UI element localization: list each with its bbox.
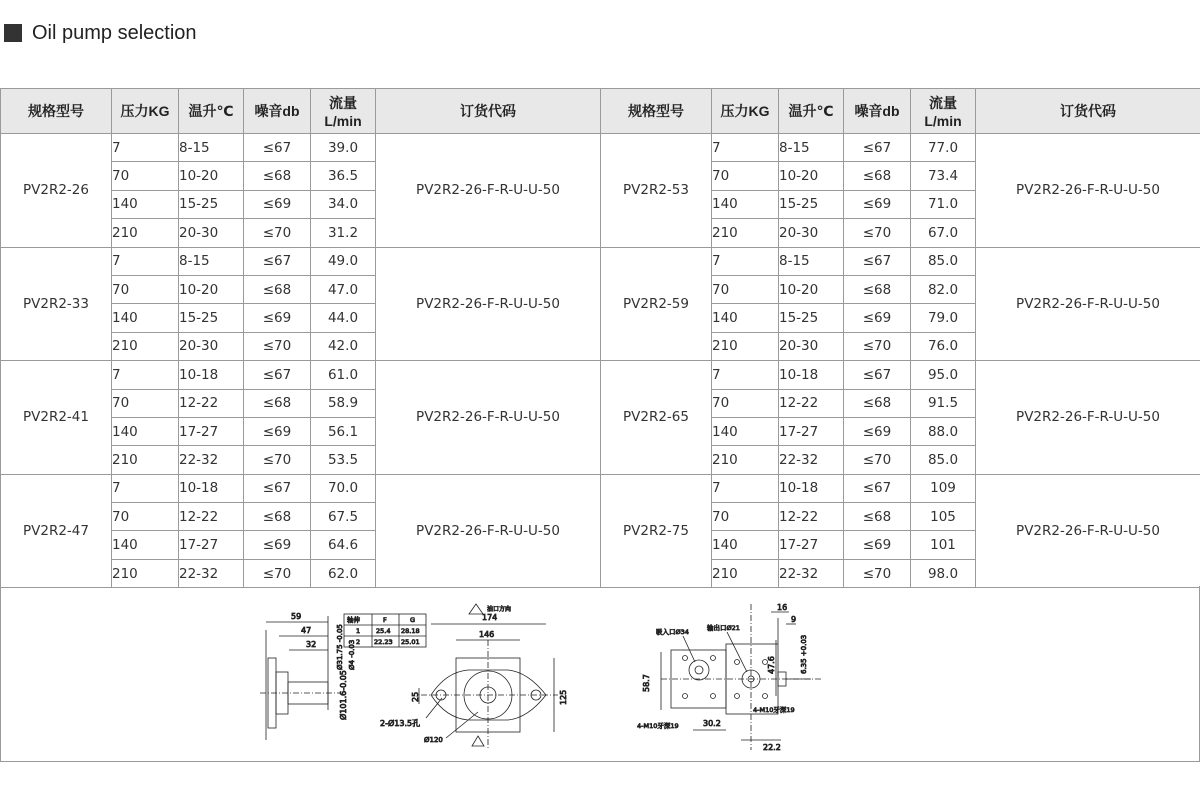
pressure-cell: 70 xyxy=(112,275,179,303)
pressure-cell: 7 xyxy=(112,247,179,275)
pressure-cell: 140 xyxy=(112,190,179,218)
pressure-cell: 70 xyxy=(112,389,179,417)
dim-47: 47 xyxy=(301,626,312,635)
noise-cell: ≤68 xyxy=(844,389,911,417)
shaft-table-h2: F xyxy=(383,616,387,624)
col-header: 规格型号 xyxy=(601,89,712,134)
col-header: 规格型号 xyxy=(1,89,112,134)
noise-cell: ≤69 xyxy=(844,190,911,218)
key-6-35: 6.35 +0.03 xyxy=(800,634,808,674)
pressure-cell: 70 xyxy=(712,162,779,190)
noise-cell: ≤70 xyxy=(844,446,911,474)
model-cell: PV2R2-65 xyxy=(601,361,712,475)
noise-cell: ≤69 xyxy=(244,417,311,445)
dim-125: 125 xyxy=(559,689,568,705)
col-header: 流量L/min xyxy=(911,89,976,134)
table-header-row xyxy=(1,89,1200,134)
temp-rise-cell: 15-25 xyxy=(179,304,244,332)
noise-cell: ≤70 xyxy=(844,332,911,360)
col-header: 压力KG xyxy=(112,89,179,134)
pressure-cell: 210 xyxy=(112,332,179,360)
dim-174: 174 xyxy=(482,613,498,622)
pressure-cell: 140 xyxy=(712,190,779,218)
temp-rise-cell: 10-18 xyxy=(779,361,844,389)
flow-cell: 82.0 xyxy=(911,275,976,303)
pressure-cell: 140 xyxy=(712,531,779,559)
model-cell: PV2R2-47 xyxy=(1,474,112,588)
pump-drawing-front xyxy=(246,600,596,760)
shaft-tolerance: Ø101.6-0.05 xyxy=(339,670,348,720)
flow-cell: 47.0 xyxy=(311,275,376,303)
order-code-cell: PV2R2-26-F-R-U-U-50 xyxy=(376,474,601,588)
pressure-cell: 70 xyxy=(112,162,179,190)
model-cell: PV2R2-59 xyxy=(601,247,712,361)
temp-rise-cell: 8-15 xyxy=(179,247,244,275)
temp-rise-cell: 8-15 xyxy=(179,134,244,162)
noise-cell: ≤69 xyxy=(244,190,311,218)
temp-rise-cell: 15-25 xyxy=(779,304,844,332)
flow-cell: 44.0 xyxy=(311,304,376,332)
dim-25: 25 xyxy=(411,691,420,702)
flow-cell: 39.0 xyxy=(311,134,376,162)
noise-cell: ≤67 xyxy=(244,474,311,502)
pressure-cell: 210 xyxy=(112,559,179,587)
temp-rise-cell: 17-27 xyxy=(179,417,244,445)
noise-cell: ≤68 xyxy=(244,503,311,531)
temp-rise-cell: 15-25 xyxy=(779,190,844,218)
temp-rise-cell: 10-20 xyxy=(779,275,844,303)
col-header: 温升℃ xyxy=(179,89,244,134)
noise-cell: ≤70 xyxy=(844,219,911,247)
flow-cell: 101 xyxy=(911,531,976,559)
temp-rise-cell: 12-22 xyxy=(779,503,844,531)
model-cell: PV2R2-41 xyxy=(1,361,112,475)
pressure-cell: 70 xyxy=(112,503,179,531)
dia-120: Ø120 xyxy=(424,736,443,744)
col-header: 订货代码 xyxy=(976,89,1200,134)
pressure-cell: 7 xyxy=(112,474,179,502)
col-header: 流量L/min xyxy=(311,89,376,134)
model-cell: PV2R2-26 xyxy=(1,134,112,248)
shaft-table-cell: 28.18 xyxy=(401,627,420,635)
flow-cell: 70.0 xyxy=(311,474,376,502)
temp-rise-cell: 20-30 xyxy=(179,219,244,247)
pressure-cell: 140 xyxy=(112,417,179,445)
noise-cell: ≤67 xyxy=(844,134,911,162)
flow-cell: 98.0 xyxy=(911,559,976,587)
noise-cell: ≤67 xyxy=(844,361,911,389)
noise-cell: ≤67 xyxy=(244,361,311,389)
col-header: 压力KG xyxy=(712,89,779,134)
flow-cell: 64.6 xyxy=(311,531,376,559)
shaft-table-cell: 2 xyxy=(356,638,361,646)
noise-cell: ≤68 xyxy=(844,275,911,303)
table-row xyxy=(1,134,1200,162)
col-header: 订货代码 xyxy=(376,89,601,134)
suction-port-label: 吸入口Ø34 xyxy=(656,628,689,636)
temp-rise-cell: 17-27 xyxy=(779,531,844,559)
flow-cell: 61.0 xyxy=(311,361,376,389)
noise-cell: ≤70 xyxy=(244,219,311,247)
model-cell: PV2R2-33 xyxy=(1,247,112,361)
heading-title: Oil pump selection xyxy=(32,21,197,44)
oil-direction-note: 油口方向 xyxy=(487,606,512,613)
flow-cell: 79.0 xyxy=(911,304,976,332)
temp-rise-cell: 10-18 xyxy=(179,361,244,389)
flow-cell: 67.5 xyxy=(311,503,376,531)
noise-cell: ≤69 xyxy=(244,531,311,559)
shaft-table-h3: G xyxy=(410,616,416,624)
model-cell: PV2R2-53 xyxy=(601,134,712,248)
noise-cell: ≤67 xyxy=(244,134,311,162)
holes-label: 2-Ø13.5孔 xyxy=(380,719,421,728)
pressure-cell: 140 xyxy=(712,417,779,445)
dimension-drawings xyxy=(0,586,1200,762)
flow-cell: 34.0 xyxy=(311,190,376,218)
heading-square-icon xyxy=(4,24,22,42)
pressure-cell: 7 xyxy=(712,474,779,502)
flow-cell: 88.0 xyxy=(911,417,976,445)
pump-drawing-ports xyxy=(631,600,831,760)
pressure-cell: 210 xyxy=(712,559,779,587)
flow-cell: 53.5 xyxy=(311,446,376,474)
pressure-cell: 210 xyxy=(712,332,779,360)
dim-9: 9 xyxy=(791,615,797,624)
noise-cell: ≤70 xyxy=(244,332,311,360)
temp-rise-cell: 17-27 xyxy=(179,531,244,559)
temp-rise-cell: 15-25 xyxy=(179,190,244,218)
dim-16: 16 xyxy=(777,603,788,612)
noise-cell: ≤68 xyxy=(244,275,311,303)
shaft-table-cell: 1 xyxy=(356,627,361,635)
temp-rise-cell: 20-30 xyxy=(179,332,244,360)
table-row xyxy=(1,474,1200,502)
flow-cell: 85.0 xyxy=(911,446,976,474)
noise-cell: ≤67 xyxy=(844,247,911,275)
thread-right-label: 4-M10牙深19 xyxy=(753,706,795,714)
flow-cell: 109 xyxy=(911,474,976,502)
pressure-cell: 7 xyxy=(712,247,779,275)
flow-cell: 42.0 xyxy=(311,332,376,360)
temp-rise-cell: 22-32 xyxy=(779,559,844,587)
noise-cell: ≤67 xyxy=(844,474,911,502)
pressure-cell: 140 xyxy=(712,304,779,332)
flow-cell: 76.0 xyxy=(911,332,976,360)
pressure-cell: 70 xyxy=(712,275,779,303)
flow-cell: 62.0 xyxy=(311,559,376,587)
col-header: 噪音db xyxy=(244,89,311,134)
pressure-cell: 7 xyxy=(712,134,779,162)
pressure-cell: 210 xyxy=(712,219,779,247)
order-code-cell: PV2R2-26-F-R-U-U-50 xyxy=(976,361,1200,475)
noise-cell: ≤70 xyxy=(244,559,311,587)
order-code-cell: PV2R2-26-F-R-U-U-50 xyxy=(976,474,1200,588)
flow-cell: 71.0 xyxy=(911,190,976,218)
order-code-cell: PV2R2-26-F-R-U-U-50 xyxy=(376,361,601,475)
noise-cell: ≤68 xyxy=(844,503,911,531)
noise-cell: ≤68 xyxy=(244,389,311,417)
temp-rise-cell: 10-20 xyxy=(179,275,244,303)
order-code-cell: PV2R2-26-F-R-U-U-50 xyxy=(976,134,1200,248)
section-heading xyxy=(4,20,197,46)
temp-rise-cell: 10-18 xyxy=(779,474,844,502)
pressure-cell: 210 xyxy=(712,446,779,474)
noise-cell: ≤68 xyxy=(244,162,311,190)
pressure-cell: 210 xyxy=(112,219,179,247)
flow-cell: 49.0 xyxy=(311,247,376,275)
pressure-cell: 7 xyxy=(112,134,179,162)
temp-rise-cell: 22-32 xyxy=(179,446,244,474)
flow-cell: 36.5 xyxy=(311,162,376,190)
flow-cell: 85.0 xyxy=(911,247,976,275)
outlet-port-label: 输出口Ø21 xyxy=(707,624,740,632)
temp-rise-cell: 12-22 xyxy=(179,503,244,531)
flow-cell: 91.5 xyxy=(911,389,976,417)
temp-rise-cell: 20-30 xyxy=(779,332,844,360)
col-header: 温升℃ xyxy=(779,89,844,134)
key-tol-b: Ø4 -0.03 xyxy=(348,639,356,670)
shaft-table-cell: 22.23 xyxy=(374,638,393,646)
noise-cell: ≤69 xyxy=(844,531,911,559)
temp-rise-cell: 22-32 xyxy=(779,446,844,474)
thread-left-label: 4-M10牙深19 xyxy=(637,722,679,730)
flow-cell: 95.0 xyxy=(911,361,976,389)
flow-cell: 31.2 xyxy=(311,219,376,247)
noise-cell: ≤68 xyxy=(844,162,911,190)
order-code-cell: PV2R2-26-F-R-U-U-50 xyxy=(376,134,601,248)
temp-rise-cell: 17-27 xyxy=(779,417,844,445)
dim-22-2: 22.2 xyxy=(763,743,781,752)
temp-rise-cell: 12-22 xyxy=(179,389,244,417)
temp-rise-cell: 12-22 xyxy=(779,389,844,417)
pressure-cell: 7 xyxy=(712,361,779,389)
col-header: 噪音db xyxy=(844,89,911,134)
pressure-cell: 7 xyxy=(112,361,179,389)
model-cell: PV2R2-75 xyxy=(601,474,712,588)
dim-47-6: 47.6 xyxy=(767,656,776,674)
shaft-table-cell: 25.4 xyxy=(376,627,391,635)
pressure-cell: 140 xyxy=(112,531,179,559)
temp-rise-cell: 8-15 xyxy=(779,247,844,275)
temp-rise-cell: 8-15 xyxy=(779,134,844,162)
pump-spec-table xyxy=(0,88,1200,588)
temp-rise-cell: 20-30 xyxy=(779,219,844,247)
temp-rise-cell: 10-18 xyxy=(179,474,244,502)
noise-cell: ≤70 xyxy=(244,446,311,474)
table-row xyxy=(1,361,1200,389)
temp-rise-cell: 10-20 xyxy=(779,162,844,190)
flow-cell: 77.0 xyxy=(911,134,976,162)
flow-cell: 56.1 xyxy=(311,417,376,445)
pressure-cell: 70 xyxy=(712,389,779,417)
dim-146: 146 xyxy=(479,630,495,639)
flow-cell: 105 xyxy=(911,503,976,531)
dim-58-7: 58.7 xyxy=(642,674,651,692)
table-row xyxy=(1,247,1200,275)
dim-32: 32 xyxy=(306,640,317,649)
noise-cell: ≤69 xyxy=(844,304,911,332)
shaft-table-h1: 轴伸 xyxy=(347,616,360,624)
temp-rise-cell: 10-20 xyxy=(179,162,244,190)
dim-30-2: 30.2 xyxy=(703,719,721,728)
noise-cell: ≤69 xyxy=(844,417,911,445)
order-code-cell: PV2R2-26-F-R-U-U-50 xyxy=(376,247,601,361)
pressure-cell: 210 xyxy=(112,446,179,474)
flow-cell: 67.0 xyxy=(911,219,976,247)
noise-cell: ≤69 xyxy=(244,304,311,332)
pressure-cell: 140 xyxy=(112,304,179,332)
temp-rise-cell: 22-32 xyxy=(179,559,244,587)
noise-cell: ≤67 xyxy=(244,247,311,275)
order-code-cell: PV2R2-26-F-R-U-U-50 xyxy=(976,247,1200,361)
dim-59: 59 xyxy=(291,612,302,621)
shaft-table-cell: 25.01 xyxy=(401,638,420,646)
pressure-cell: 70 xyxy=(712,503,779,531)
flow-cell: 73.4 xyxy=(911,162,976,190)
key-tol-a: Ø31.75 -0.05 xyxy=(336,624,344,670)
flow-cell: 58.9 xyxy=(311,389,376,417)
noise-cell: ≤70 xyxy=(844,559,911,587)
